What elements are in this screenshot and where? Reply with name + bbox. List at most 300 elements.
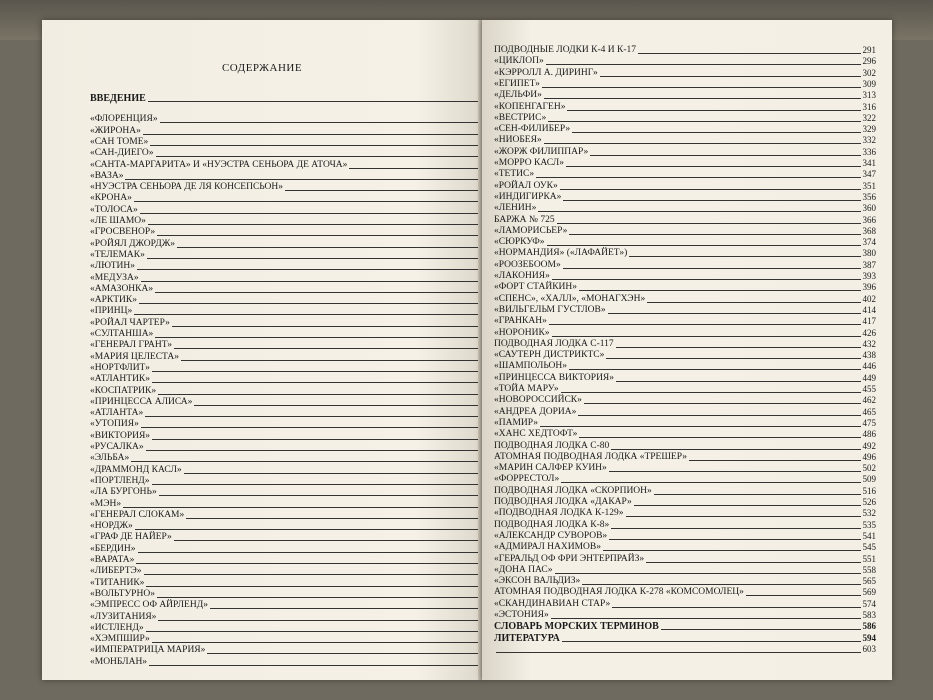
toc-entry-title: «ТОЙА МАРУ» (494, 384, 559, 394)
toc-entry-title: «КОПЕНГАГЕН» (494, 101, 566, 112)
toc-entry (494, 328, 876, 339)
toc-entry (90, 521, 482, 532)
toc-entry-title: «ФОРРЕСТОЛ» (494, 474, 560, 485)
toc-entry (494, 248, 876, 259)
toc-entry-title: «СПЕНС», «ХАЛЛ», «МОНАГХЭН» (494, 293, 646, 304)
leader-line (536, 177, 860, 178)
toc-entry (90, 555, 482, 566)
toc-entry-page: 432 (862, 338, 876, 349)
leader-line (561, 392, 861, 393)
toc-entry-title: «МОНБЛАН» (90, 656, 148, 667)
toc-entry-title: «БЕРДИН» (90, 543, 136, 554)
leader-line (157, 597, 482, 598)
toc-entry (90, 171, 482, 182)
toc-entry-page: 393 (862, 271, 876, 281)
leader-line (147, 258, 482, 259)
toc-entry-page: 332 (862, 135, 876, 146)
toc-entry-page: 438 (862, 350, 876, 361)
toc-entry (90, 216, 482, 227)
toc-entry-title: «ЛУЗИТАНИЯ» (90, 611, 157, 622)
toc-entry-title: «МОРРО КАСЛ» (494, 158, 564, 168)
toc-entry-page: 347 (862, 169, 876, 180)
leader-line (181, 360, 482, 361)
toc-entry (90, 386, 482, 397)
leader-line (542, 87, 861, 88)
toc-entry-title: «ДОНА ПАС» (494, 564, 553, 575)
toc-entry-title: «ТИТАНИК» (90, 577, 145, 588)
toc-entry-title: «САН-ДИЕГО» (90, 148, 154, 159)
toc-entry-page: 322 (862, 112, 876, 123)
toc-entry (90, 578, 482, 589)
leader-line (158, 394, 482, 395)
leader-line (654, 494, 861, 495)
toc-entry (494, 452, 876, 463)
leader-line (552, 279, 861, 280)
toc-entry-page: 396 (862, 282, 876, 293)
toc-entry-page: 374 (862, 237, 876, 248)
toc-entry-title: «НОРДЖ» (90, 521, 133, 532)
toc-entry-title: «НОРМАНДИЯ» («ЛАФАЙЕТ») (494, 248, 628, 259)
toc-entry (90, 160, 482, 171)
toc-entry-page: 465 (862, 406, 876, 417)
toc-entry (90, 431, 482, 442)
toc-entry (90, 273, 482, 284)
toc-entry (494, 158, 876, 169)
toc-entry-title: «РОЙЯЛ ДЖОРДЖ» (90, 238, 175, 249)
toc-entry-page: 356 (862, 191, 876, 202)
leader-line (579, 437, 860, 438)
toc-entry-page: 462 (862, 395, 876, 406)
toc-entry (90, 397, 482, 408)
toc-entry-title: «РУСАЛКА» (90, 442, 144, 452)
leader-line (600, 76, 861, 77)
toc-entry-title: «СКАНДИНАВИАН СТАР» (494, 598, 611, 609)
toc-entry-title: «РООЗЕБООМ» (494, 259, 561, 270)
toc-entry (90, 193, 482, 204)
leader-line (629, 256, 860, 257)
toc-entry-title: «АЛЕКСАНДР СУВОРОВ» (494, 530, 608, 541)
leader-line (184, 473, 482, 474)
leader-line (177, 247, 482, 248)
leader-line (285, 190, 482, 191)
toc-entry-title: «МЭН» (90, 498, 122, 509)
leader-line (148, 101, 482, 102)
toc-entry-title: ПОДВОДНАЯ ЛОДКА К-8» (494, 519, 610, 530)
toc-entry-title: «СЮРКУФ» (494, 237, 545, 248)
toc-entry-title: «САУТЕРН ДИСТРИКТС» (494, 350, 605, 361)
toc-entry-title: «ГРОСВЕНОР» (90, 227, 156, 238)
toc-entry-page: 603 (862, 643, 876, 654)
leader-line (646, 562, 860, 563)
toc-entry-title: «АТЛАНТИК» (90, 374, 151, 385)
toc-entry (90, 306, 482, 317)
leader-line (578, 415, 860, 416)
toc-entry-title: «ИНДИГИРКА» (494, 191, 562, 202)
leader-line (174, 348, 482, 349)
leader-line (141, 281, 482, 282)
toc-entry-title: «ЭЛЬБА» (90, 453, 130, 464)
toc-entry-title: «ЖОРЖ ФИЛИППАР» (494, 146, 589, 157)
toc-entry-page: 492 (862, 440, 876, 451)
leader-line (547, 245, 861, 246)
leader-line (172, 326, 482, 327)
toc-entry-title: ПОДВОДНАЯ ЛОДКА С-117 (494, 338, 614, 349)
toc-entry (494, 56, 876, 67)
leader-line (152, 642, 482, 643)
toc-entry (494, 441, 876, 452)
toc-entry-title: ПОДВОДНАЯ ЛОДКА «ДАКАР» (494, 497, 632, 507)
leader-line (186, 518, 482, 519)
toc-entry-page: 402 (862, 293, 876, 304)
toc-entry (90, 239, 482, 250)
leader-line (548, 121, 860, 122)
toc-entry (90, 284, 482, 295)
toc-entry-title: «ПАМИР» (494, 417, 539, 428)
leader-line (609, 471, 861, 472)
toc-entry-page: 351 (862, 180, 876, 191)
leader-line (141, 427, 482, 428)
toc-entry (494, 271, 876, 282)
leader-line (125, 179, 482, 180)
toc-entry-title: «МАРИЯ ЦЕЛЕСТА» (90, 351, 179, 362)
leader-line (611, 528, 860, 529)
toc-entry-page: 313 (862, 90, 876, 101)
toc-entry (494, 531, 876, 542)
toc-entry (494, 316, 876, 327)
toc-entry-title: «ВАРАТА» (90, 555, 135, 565)
toc-entry (90, 182, 482, 193)
toc-entry (494, 554, 876, 565)
leader-line (634, 505, 861, 506)
leader-line (146, 586, 482, 587)
toc-entry-page: 316 (862, 101, 876, 112)
toc-entry-title: «ПОДВОДНАЯ ЛОДКА К-129» (494, 508, 624, 519)
toc-entry (90, 623, 482, 634)
toc-entry-page: 541 (862, 530, 876, 541)
leader-line (139, 303, 482, 304)
leader-line (544, 98, 861, 99)
leader-line (145, 416, 482, 417)
toc-entry-title: ЛИТЕРАТУРА (494, 632, 560, 644)
leader-line (590, 155, 860, 156)
toc-entry (494, 305, 876, 316)
toc-entry-title: «ЭКСОН ВАЛЬДИЗ» (494, 576, 581, 587)
leader-line (143, 134, 482, 135)
toc-entry-page: 532 (862, 508, 876, 519)
leader-line (149, 665, 482, 666)
toc-entry-title: «ЛАМОРИСЬЕР» (494, 225, 568, 236)
toc-entry (90, 126, 482, 137)
leader-line (174, 540, 482, 541)
leader-line (569, 369, 860, 370)
toc-entry (90, 510, 482, 521)
leader-line (158, 620, 482, 621)
toc-entry (494, 350, 876, 361)
toc-entry-title: ПОДВОДНАЯ ЛОДКА С-80 (494, 440, 610, 451)
leader-line (150, 145, 482, 146)
toc-entry-title: «ЛИБЕРТЭ» (90, 566, 142, 577)
toc-entry (90, 419, 482, 430)
leader-line (557, 223, 861, 224)
toc-entry-title: «САН ТОМЕ» (90, 136, 149, 147)
toc-entry (494, 407, 876, 418)
toc-entry (90, 589, 482, 600)
toc-entry (494, 565, 876, 576)
toc-entry-title: «ПРИНЦ» (90, 306, 133, 317)
toc-entry-page: 426 (862, 327, 876, 338)
toc-entry-title: «КРОНА» (90, 193, 132, 204)
leader-line (566, 166, 861, 167)
toc-entry (494, 45, 876, 56)
toc-entry-page: 336 (862, 146, 876, 157)
toc-entry (494, 644, 876, 655)
leader-line (538, 211, 860, 212)
leader-line (152, 371, 482, 372)
toc-entry (90, 499, 482, 510)
toc-entry (90, 634, 482, 645)
toc-entry-page: 496 (862, 451, 876, 462)
toc-entry-title: «АМАЗОНКА» (90, 283, 154, 294)
toc-entry (494, 576, 876, 587)
leader-line (572, 132, 860, 133)
leader-line (563, 268, 861, 269)
toc-entry-page: 366 (862, 214, 876, 225)
toc-entry-title: «СЕН-ФИЛИБЕР» (494, 124, 571, 135)
toc-entry-title: «ПОРТЛЕНД» (90, 475, 150, 486)
toc-entry-title: «ЕГИПЕТ» (494, 78, 540, 89)
toc-entry (494, 68, 876, 79)
toc-entry-title: «ЭСТОНИЯ» (494, 610, 549, 620)
toc-entry-page: 545 (862, 542, 876, 553)
toc-entry-page: 526 (862, 497, 876, 507)
left-page (42, 20, 482, 680)
toc-entry (90, 295, 482, 306)
toc-entry (90, 137, 482, 148)
leader-line (155, 337, 482, 338)
toc-entry (494, 373, 876, 384)
toc-entry (494, 169, 876, 180)
leader-line (608, 313, 861, 314)
toc-entry (90, 114, 482, 125)
toc-entry (494, 192, 876, 203)
toc-entry-title: АТОМНАЯ ПОДВОДНАЯ ЛОДКА К-278 «КОМСОМОЛЕЦ» (494, 587, 744, 598)
toc-entry (494, 260, 876, 271)
leader-line (544, 143, 861, 144)
leader-line (140, 213, 482, 214)
toc-entry-page: 291 (862, 45, 876, 55)
toc-entry (494, 633, 876, 644)
toc-entry-title: «ХАНС ХЕДТОФТ» (494, 429, 578, 440)
toc-entry (494, 294, 876, 305)
toc-entry-title: «ШАМПОЛЬОН» (494, 361, 568, 372)
toc-entry-title: «ЛА БУРГОНЬ» (90, 487, 157, 498)
toc-entry (494, 418, 876, 429)
leader-line (609, 539, 860, 540)
leader-line (155, 292, 482, 293)
toc-entry-page: 516 (862, 485, 876, 496)
toc-entry-title: «ЦИКЛОП» (494, 56, 544, 67)
toc-entry (90, 340, 482, 351)
toc-entry (494, 102, 876, 113)
toc-entry (494, 610, 876, 621)
toc-entry (90, 93, 482, 104)
leader-line (210, 608, 482, 609)
toc-entry-title: «ГРАФ ДЕ НАЙЕР» (90, 532, 172, 543)
toc-entry-title: «ДЕЛЬФИ» (494, 90, 542, 101)
leader-line (647, 302, 860, 303)
leader-line (540, 426, 860, 427)
leader-line (582, 584, 860, 585)
toc-entry-title: «ЖИРОНА» (90, 125, 141, 136)
toc-entry-page: 368 (862, 225, 876, 236)
toc-entry-title: «МАРИН САЛФЕР КУИН» (494, 463, 607, 474)
toc-entry (90, 148, 482, 159)
toc-entry-title: «РОЙАЛ ЧАРТЕР» (90, 317, 170, 328)
leader-line (616, 381, 860, 382)
toc-entry-page: 569 (862, 587, 876, 598)
toc-entry-page: 486 (862, 429, 876, 440)
toc-entry-page: 535 (862, 519, 876, 530)
toc-entry (90, 352, 482, 363)
toc-entry-title: «АРКТИК» (90, 295, 137, 306)
toc-entry (90, 465, 482, 476)
toc-entry-title: АТОМНАЯ ПОДВОДНАЯ ЛОДКА «ТРЕШЕР» (494, 451, 687, 462)
toc-entry-page: 296 (862, 56, 876, 67)
toc-entry-page: 583 (862, 610, 876, 620)
leader-line (157, 235, 482, 236)
leader-line (349, 168, 482, 169)
leader-line (160, 122, 482, 123)
leader-line (552, 336, 861, 337)
page-title: СОДЕРЖАНИЕ (221, 62, 303, 74)
toc-entry (494, 599, 876, 610)
toc-entry-title: «ЭМПРЕСС ОФ АЙРЛЕНД» (90, 600, 208, 611)
toc-entry (90, 363, 482, 374)
leader-line (584, 403, 861, 404)
toc-entry-title: «ДРАММОНД КАСЛ» (90, 464, 182, 475)
toc-entry-page: 414 (862, 304, 876, 315)
toc-entry-title: «ГЕНЕРАЛ СЛОКАМ» (90, 509, 185, 520)
toc-entry-title: «НУЭСТРА СЕНЬОРА ДЕ ЛЯ КОНСЕПСЬОН» (90, 182, 283, 193)
leader-line (146, 631, 482, 632)
toc-entry (90, 544, 482, 555)
toc-entry-page: 565 (862, 576, 876, 587)
toc-entry-title: «РОЙАЛ ОУК» (494, 180, 558, 191)
toc-entry-page: 380 (862, 248, 876, 259)
leader-line (144, 574, 482, 575)
toc-entry-title: «КОСПАТРИК» (90, 385, 157, 396)
leader-line (134, 201, 482, 202)
toc-entry-title: «ФЛОРЕНЦИЯ» (90, 114, 158, 125)
leader-line (563, 200, 860, 201)
toc-entry (494, 621, 876, 632)
leader-line (606, 358, 860, 359)
toc-entry (90, 205, 482, 216)
toc-entry (90, 566, 482, 577)
toc-entry (90, 487, 482, 498)
toc-entry (494, 124, 876, 135)
toc-entry-title: «НОРТФЛИТ» (90, 362, 150, 373)
toc-entry (494, 226, 876, 237)
toc-entry-page: 558 (862, 564, 876, 575)
toc-entry-title: «ЛЕНИН» (494, 203, 537, 214)
toc-entry-title: «АТЛАНТА» (90, 408, 144, 419)
toc-entry (494, 463, 876, 474)
leader-line (638, 53, 861, 54)
toc-entry-page: 551 (862, 553, 876, 564)
leader-line (137, 269, 482, 270)
leader-line (549, 324, 861, 325)
toc-entry (90, 408, 482, 419)
leader-line (561, 482, 860, 483)
leader-line (746, 595, 861, 596)
leader-line (152, 382, 482, 383)
toc-entry-title: «КЭРРОЛЛ А. ДИРИНГ» (494, 67, 598, 78)
toc-entry-title: «ПРИНЦЕССА АЛИСА» (90, 396, 193, 407)
leader-line (123, 507, 482, 508)
leader-line (612, 607, 860, 608)
toc-entry (494, 113, 876, 124)
leader-line (603, 550, 861, 551)
toc-entry-page: 302 (862, 67, 876, 78)
leader-line (546, 64, 861, 65)
toc-entry-title: «УТОПИЯ» (90, 419, 139, 430)
toc-entry-page: 417 (862, 316, 876, 327)
leader-line (616, 347, 861, 348)
leader-line (194, 405, 482, 406)
toc-entry-title: «САНТА-МАРГАРИТА» И «НУЭСТРА СЕНЬОРА ДЕ АТОЧА» (90, 159, 348, 170)
toc-entry-page: 360 (862, 203, 876, 214)
toc-entry (90, 453, 482, 464)
toc-entry-title: «ВЕСТРИС» (494, 112, 547, 123)
toc-entry (90, 318, 482, 329)
leader-line (689, 460, 861, 461)
toc-entry-title: «МЕДУЗА» (90, 272, 139, 283)
toc-entry (90, 442, 482, 453)
toc-entry-page: 502 (862, 463, 876, 474)
toc-entry-title: «ТОЛОСА» (90, 204, 138, 215)
leader-line (567, 110, 860, 111)
toc-entry (90, 329, 482, 340)
leader-line (611, 449, 860, 450)
leader-line (138, 552, 482, 553)
toc-entry-title: «ХЭМПШИР» (90, 634, 150, 645)
leader-line (159, 495, 482, 496)
toc-entry (90, 476, 482, 487)
toc-entry-page: 309 (862, 78, 876, 89)
toc-entry-title: «ВИЛЬГЕЛЬМ ГУСТЛОВ» (494, 304, 606, 315)
toc-entry (494, 282, 876, 293)
toc-entry (494, 147, 876, 158)
toc-entry-title: «ТЕТИС» (494, 169, 535, 180)
toc-entry (494, 90, 876, 101)
toc-entry-page: 329 (862, 124, 876, 135)
leader-line (152, 439, 482, 440)
toc-entry-page: 446 (862, 361, 876, 372)
toc-entry (90, 657, 482, 668)
leader-line (135, 529, 482, 530)
toc-entry (90, 532, 482, 543)
leader-line (569, 234, 860, 235)
toc-entry (494, 587, 876, 598)
toc-entry-title: «ВИКТОРИЯ» (90, 430, 151, 441)
toc-entry-title: «ЛЮТИН» (90, 261, 135, 272)
leader-line (136, 563, 482, 564)
toc-entry-title: «ЛЕ ШАМО» (90, 216, 146, 226)
toc-entry (90, 261, 482, 272)
toc-entry-page: 594 (862, 632, 876, 643)
toc-entry-title: «ТЕЛЕМАК» (90, 249, 145, 260)
